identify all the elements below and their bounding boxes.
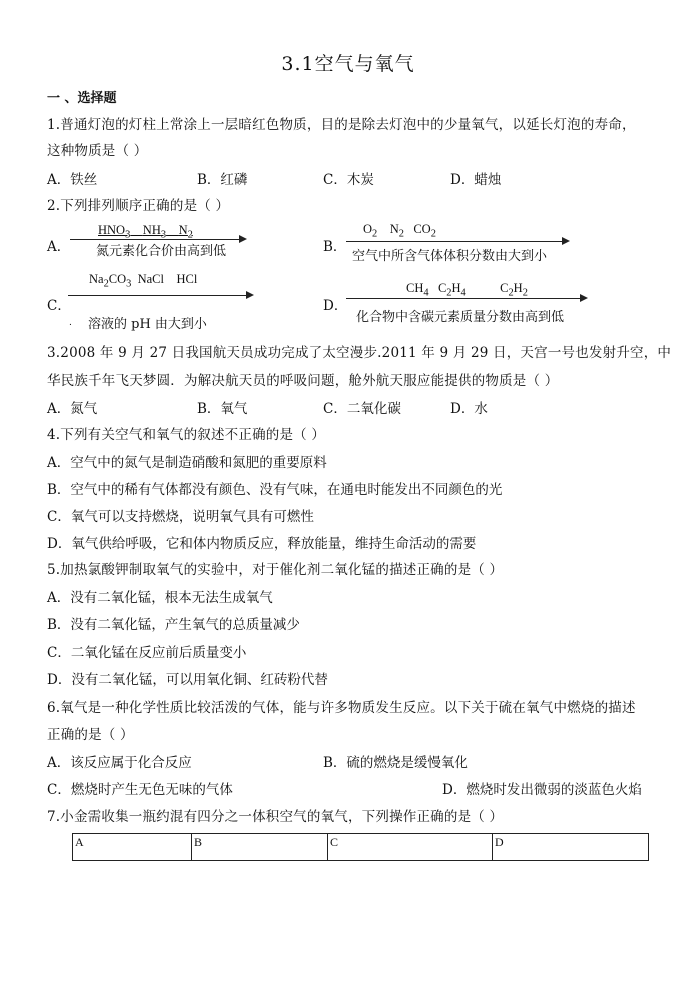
q1-line-1: 1.普通灯泡的灯柱上常涂上一层暗红色物质，目的是除去灯泡中的少量氧气，以延长灯泡的寿命， — [47, 117, 636, 133]
q2-option-c-arrow — [68, 295, 252, 296]
q2-option-b-formulas: $O_2$ $N_2$ $CO_2$ — [363, 222, 436, 240]
q1-option-b: B．红磷 — [197, 172, 248, 188]
q7-choice-table — [72, 833, 649, 861]
q2-option-b-letter: B． — [323, 239, 347, 255]
q2-option-c-formulas: $Na_2CO_3$ NaCl HCl — [89, 272, 198, 290]
q4-stem: 4.下列有关空气和氧气的叙述不正确的是（ ） — [47, 427, 326, 443]
q5-option-b: B．没有二氧化锰，产生氧气的总质量减少 — [47, 617, 300, 633]
q3-line-1: 3.2008 年 9 月 27 日我国航天员成功完成了太空漫步.2011 年 9 月 29 日，天宫一号也发射升空，中 — [47, 345, 672, 361]
q7-cell-d: D — [493, 834, 649, 861]
q2-option-a-formulas: $HNO_3$ $NH_3$ $N_2$ — [98, 223, 193, 241]
q2-option-b-label: 空气中所含气体体积分数由大到小 — [352, 249, 548, 264]
q2-option-c-letter: C． — [47, 298, 71, 314]
q3-option-c: C．二氧化碳 — [323, 401, 401, 417]
q1-option-d: D．蜡烛 — [450, 172, 502, 188]
q7-cell-b: B — [192, 834, 328, 861]
q4-option-a: A．空气中的氮气是制造硝酸和氮肥的重要原料 — [47, 455, 327, 471]
q1-line-2: 这种物质是（ ） — [47, 143, 148, 159]
q4-option-d: D．氧气供给呼吸，它和体内物质反应，释放能量，维持生命活动的需要 — [47, 536, 477, 552]
q7-cell-c: C — [328, 834, 493, 861]
q2-option-d-formulas: $CH_4$ $C_2H_4$ $C_2H_2$ — [406, 281, 528, 299]
q2-option-b-arrow — [346, 241, 568, 242]
q5-option-a: A．没有二氧化锰，根本无法生成氧气 — [47, 590, 273, 606]
q5-stem: 5.加热氯酸钾制取氧气的实验中，对于催化剂二氧化锰的描述正确的是（ ） — [47, 562, 504, 578]
q2-option-a-label: 氮元素化合价由高到低 — [96, 244, 227, 259]
q2-option-d-arrow — [346, 298, 586, 299]
q3-option-a: A．氮气 — [47, 401, 98, 417]
q6-option-b: B．硫的燃烧是缓慢氧化 — [323, 755, 468, 771]
q2-stem: 2.下列排列顺序正确的是（ ） — [47, 198, 230, 214]
q3-option-b: B．氧气 — [197, 401, 248, 417]
q2-option-d-letter: D． — [323, 298, 348, 314]
q5-option-d: D．没有二氧化锰，可以用氧化铜、红砖粉代替 — [47, 672, 328, 688]
q6-option-a: A．该反应属于化合反应 — [47, 755, 192, 771]
q2-option-c-label: 溶液的 pH 由大到小 — [88, 317, 207, 332]
q2-option-d-label: 化合物中含碳元素质量分数由高到低 — [356, 310, 565, 325]
q2-option-c-mark: . — [69, 318, 72, 328]
q5-option-c: C．二氧化锰在反应前后质量变小 — [47, 645, 247, 661]
q6-line-2: 正确的是（ ） — [47, 727, 134, 743]
q1-option-a: A．铁丝 — [47, 172, 98, 188]
q1-option-c: C．木炭 — [323, 172, 374, 188]
q6-option-d: D．燃烧时发出微弱的淡蓝色火焰 — [442, 782, 642, 798]
q3-line-2: 华民族千年飞天梦圆．为解决航天员的呼吸问题，舱外航天服应能提供的物质是（ ） — [47, 373, 559, 389]
q4-option-c: C．氧气可以支持燃烧，说明氧气具有可燃性 — [47, 509, 314, 525]
q2-option-a-letter: A． — [47, 239, 71, 255]
q6-option-c: C．燃烧时产生无色无味的气体 — [47, 782, 233, 798]
q4-option-b: B．空气中的稀有气体都没有颜色、没有气味，在通电时能发出不同颜色的光 — [47, 482, 503, 498]
section-heading: 一 、选择题 — [47, 91, 117, 106]
page-title: 3.1空气与氧气 — [281, 53, 415, 75]
q6-line-1: 6.氧气是一种化学性质比较活泼的气体，能与许多物质发生反应。以下关于硫在氧气中燃烧的描述 — [47, 700, 636, 716]
q3-option-d: D．水 — [450, 401, 488, 417]
q7-stem: 7.小金需收集一瓶约混有四分之一体积空气的氧气，下列操作正确的是（ ） — [47, 809, 504, 825]
q7-cell-a: A — [73, 834, 192, 861]
